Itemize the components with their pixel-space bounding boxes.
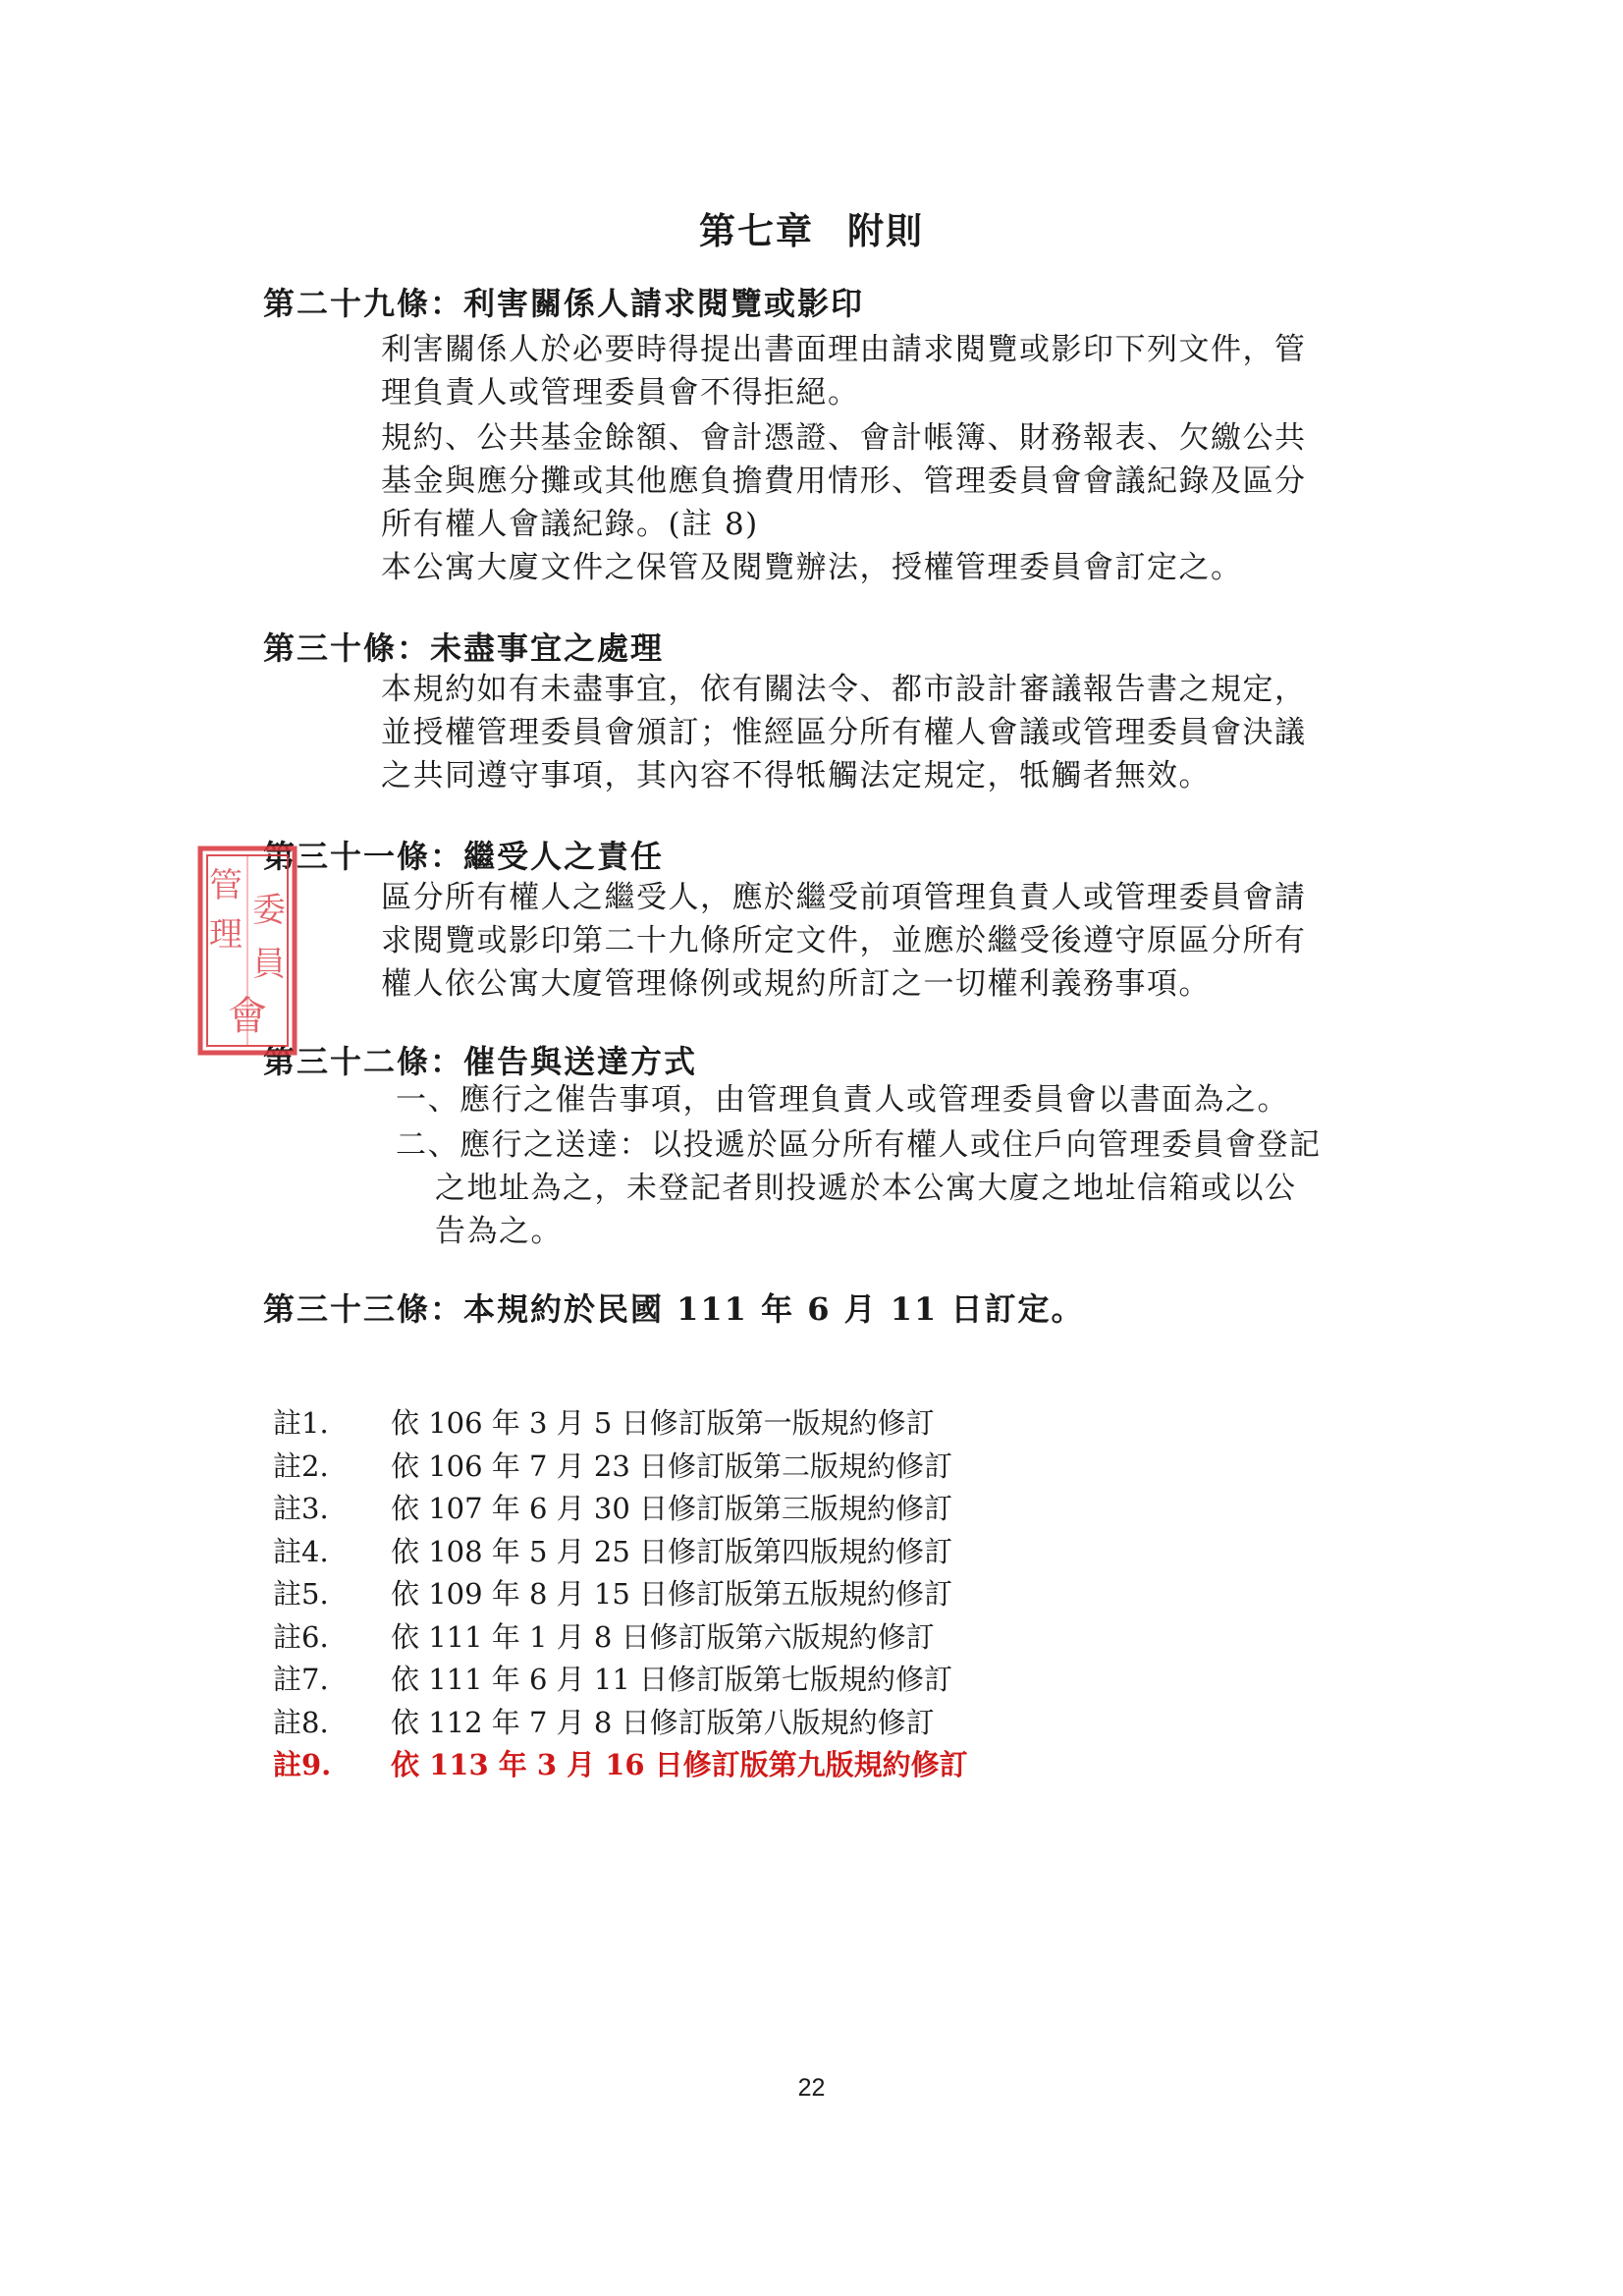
article-31-paragraph-1: 區分所有權人之繼受人，應於繼受前項管理負責人或管理委員會請 求閱覽或影印第二十九條所定文件，並應於繼受後遵守原區分所有 權人依公寓大廈管理條例或規約所訂之一切權利義務事項。 [381,880,1307,1002]
note-text: 依 113 年 3 月 16 日修訂版第九版規約修訂 [391,1748,968,1781]
note-label: 註8. [273,1705,329,1739]
note-label: 註6. [273,1619,329,1654]
article-29-paragraph-3: 本公寓大廈文件之保管及閱覽辦法，授權管理委員會訂定之。 [381,550,1243,585]
note-text: 依 111 年 1 月 8 日修訂版第六版規約修訂 [391,1619,935,1654]
note-label: 註3. [273,1492,329,1525]
svg-text:員: 員 [252,945,286,984]
red-seal-stamp-icon [194,843,300,1059]
note-label: 註1. [273,1406,329,1440]
article-30-title: 第三十條：未盡事宜之處理 [263,629,665,667]
article-29-paragraph-2: 規約、公共基金餘額、會計憑證、會計帳簿、財務報表、欠繳公共 基金與應分攤或其他應負擔費用情形、管理委員會會議紀錄及區分 所有權人會議紀錄。(註 8) [381,420,1307,542]
note-item [273,1488,968,1531]
note-item [273,1446,968,1489]
chapter-title: 第七章 [699,209,814,252]
article-31-title: 第三十一條：繼受人之責任 [263,838,665,875]
note-text: 依 109 年 8 月 15 日修訂版第五版規約修訂 [391,1577,953,1611]
note-item [273,1402,968,1446]
note-text: 依 112 年 7 月 8 日修訂版第八版規約修訂 [391,1705,935,1739]
chapter-subtitle: 附則 [847,209,924,252]
note-label: 註9. [273,1748,332,1781]
note-item [273,1531,968,1574]
note-item [273,1573,968,1616]
note-label: 註2. [273,1449,329,1483]
note-text: 依 111 年 6 月 11 日修訂版第七版規約修訂 [391,1663,953,1696]
article-29-paragraph-1: 利害關係人於必要時得提出書面理由請求閱覽或影印下列文件，管 理負責人或管理委員會不得拒絕。 [381,332,1307,410]
note-item [273,1616,968,1660]
note-text: 依 108 年 5 月 25 日修訂版第四版規約修訂 [391,1534,953,1568]
note-text: 依 106 年 3 月 5 日修訂版第一版規約修訂 [391,1406,935,1440]
note-label: 註4. [273,1534,329,1568]
svg-text:委: 委 [252,891,286,930]
article-33-title: 第三十三條：本規約於民國 111 年 6 月 11 日訂定。 [263,1290,1085,1328]
note-text: 依 107 年 6 月 30 日修訂版第三版規約修訂 [391,1492,953,1525]
chapter-heading [0,201,1623,254]
svg-text:管: 管 [209,866,243,905]
svg-text:理: 理 [209,915,243,955]
note-item [273,1659,968,1702]
page-number: 22 [797,2074,826,2102]
article-32-item-1: 一、應行之催告事項，由管理負責人或管理委員會以書面為之。 [396,1082,1289,1118]
note-label: 註7. [273,1663,329,1696]
note-item-highlighted [273,1744,968,1787]
article-30-paragraph-1: 本規約如有未盡事宜，依有關法令、都市設計審議報告書之規定， 並授權管理委員會頒訂；惟經區分所有權人會議或管理委員會決議 之共同遵守事項，其內容不得牴觸法定規定，牴觸者無效。 [381,672,1307,793]
note-item [273,1702,968,1745]
revision-notes [273,1402,968,1787]
note-text: 依 106 年 7 月 23 日修訂版第二版規約修訂 [391,1449,953,1483]
article-29-title: 第二十九條：利害關係人請求閱覽或影印 [263,285,865,322]
note-label: 註5. [273,1577,329,1611]
article-32-item-2: 二、應行之送達：以投遞於區分所有權人或住戶向管理委員會登記 之地址為之，未登記者則投遞於本公寓大廈之地址信箱或以公 告為之。 [396,1127,1322,1249]
svg-text:會: 會 [228,994,267,1039]
article-32-title: 第三十二條：催告與送達方式 [263,1043,698,1080]
